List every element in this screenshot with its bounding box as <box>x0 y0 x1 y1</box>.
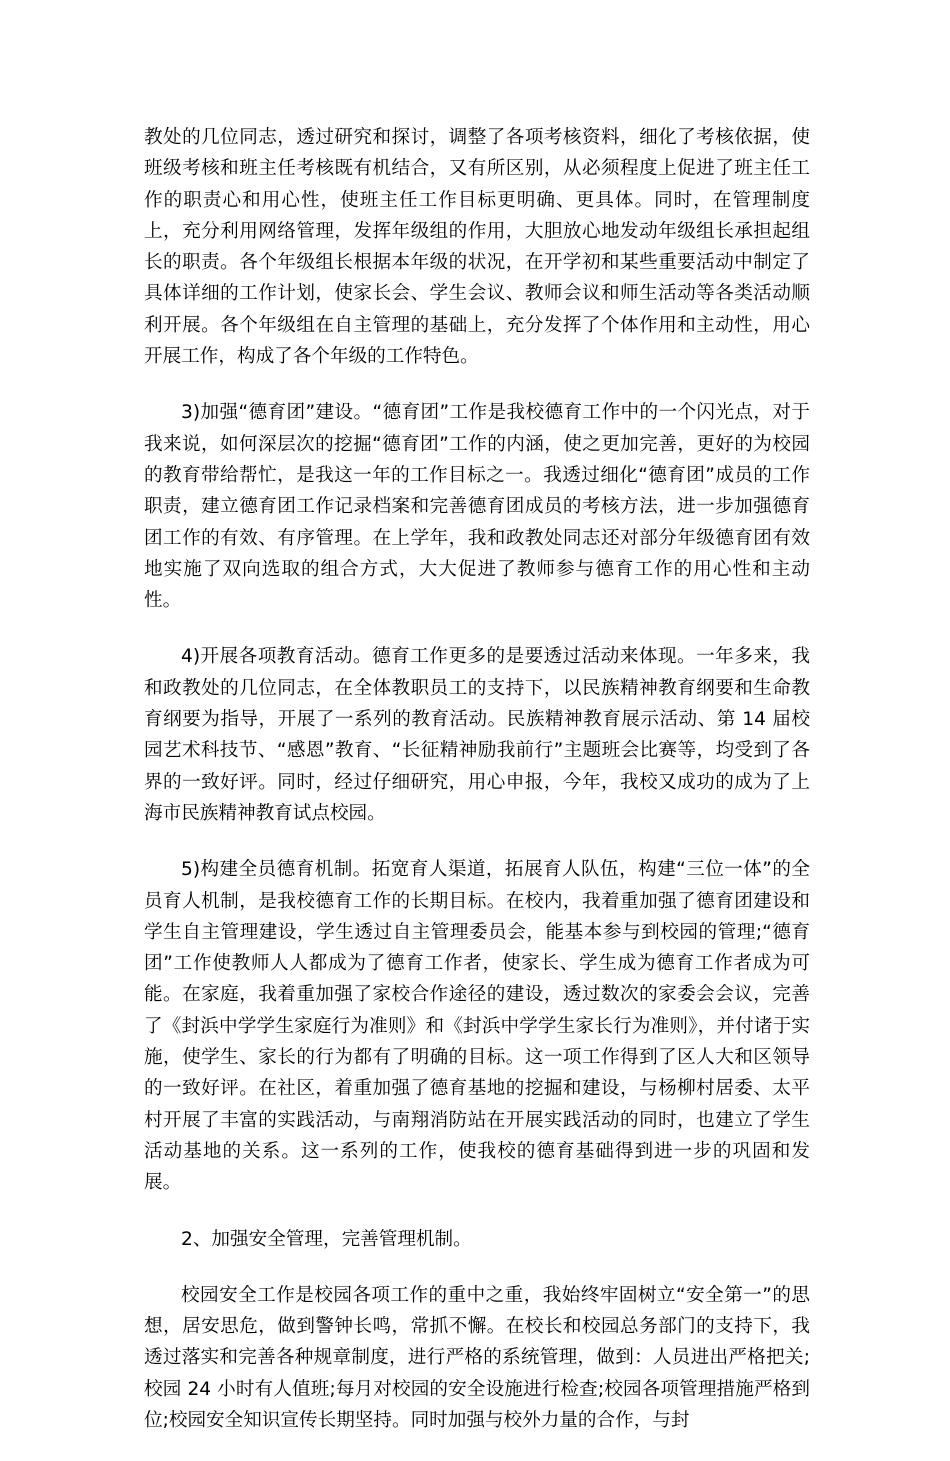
document-body <box>144 122 810 1461</box>
paragraph-moral-mechanism: 5)构建全员德育机制。拓宽育人渠道，拓展育人队伍，构建“三位一体”的全员育人机制，是我校德育工作的长期目标。在校内，我着重加强了德育团建设和学生自主管理建设，学生透过自主管理委员会，能基本参与到校园的管理;“德育团”工作使教师人人都成为了德育工作者，使家长、学生成为德育工作者成为可能。在家庭，我着重加强了家校合作途径的建设，透过数次的家委会会议，完善了《封浜中学学生家庭行为准则》和《封浜中学学生家长行为准则》，并付诸于实施，使学生、家长的行为都有了明确的目标。这一项工作得到了区人大和区领导的一致好评。在社区，着重加强了德育基地的挖掘和建设，与杨柳村居委、太平村开展了丰富的实践活动，与南翔消防站在开展实践活动的同时，也建立了学生活动基地的关系。这一系列的工作，使我校的德育基础得到进一步的巩固和发展。 <box>144 859 810 1194</box>
paragraph-deyutuan: 3)加强“德育团”建设。“德育团”工作是我校德育工作中的一个闪光点，对于我来说，如何深层次的挖掘“德育团”工作的内涵，使之更加完善，更好的为校园的教育带给帮忙，是我这一年的工作目标之一。我透过细化“德育团”成员的工作职责，建立德育团工作记录档案和完善德育团成员的考核方法，进一步加强德育团工作的有效、有序管理。在上学年，我和政教处同志还对部分年级德育团有效地实施了双向选取的组合方式，大大促进了教师参与德育工作的用心性和主动性。 <box>144 402 810 612</box>
paragraph-continuation: 教处的几位同志，透过研究和探讨，调整了各项考核资料，细化了考核依据，使班级考核和班主任考核既有机结合，又有所区别，从必须程度上促进了班主任工作的职责心和用心性，使班主任工作目标更明确、更具体。同时，在管理制度上，充分利用网络管理，发挥年级组的作用，大胆放心地发动年级组长承担起组长的职责。各个年级组长根据本年级的状况，在开学初和某些重要活动中制定了具体详细的工作计划，使家长会、学生会议、教师会议和师生活动等各类活动顺利开展。各个年级组在自主管理的基础上，充分发挥了个体作用和主动性，用心开展工作，构成了各个年级的工作特色。 <box>144 127 810 368</box>
section-heading-safety: 2、加强安全管理，完善管理机制。 <box>181 1228 472 1250</box>
paragraph-safety-work: 校园安全工作是校园各项工作的重中之重，我始终牢固树立“安全第一”的思想，居安思危，做到警钟长鸣，常抓不懈。在校长和校园总务部门的支持下，我透过落实和完善各种规章制度，进行严格的系统管理，做到：人员进出严格把关;校园 24 小时有人值班;每月对校园的安全设施进行检查;校园各项管理措施严格到位;校园安全知识宣传长期坚持。同时加强与校外力量的合作，与封 <box>144 1284 810 1431</box>
paragraph-education-activities: 4)开展各项教育活动。德育工作更多的是要透过活动来体现。一年多来，我和政教处的几位同志，在全体教职员工的支持下，以民族精神教育纲要和生命教育纲要为指导，开展了一系列的教育活动。民族精神教育展示活动、第 14 届校园艺术科技节、“感恩”教育、“长征精神励我前行”主题班会比赛等，均受到了各界的一致好评。同时，经过仔细研究，用心申报，今年，我校又成功的成为了上海市民族精神教育试点校园。 <box>144 646 810 824</box>
